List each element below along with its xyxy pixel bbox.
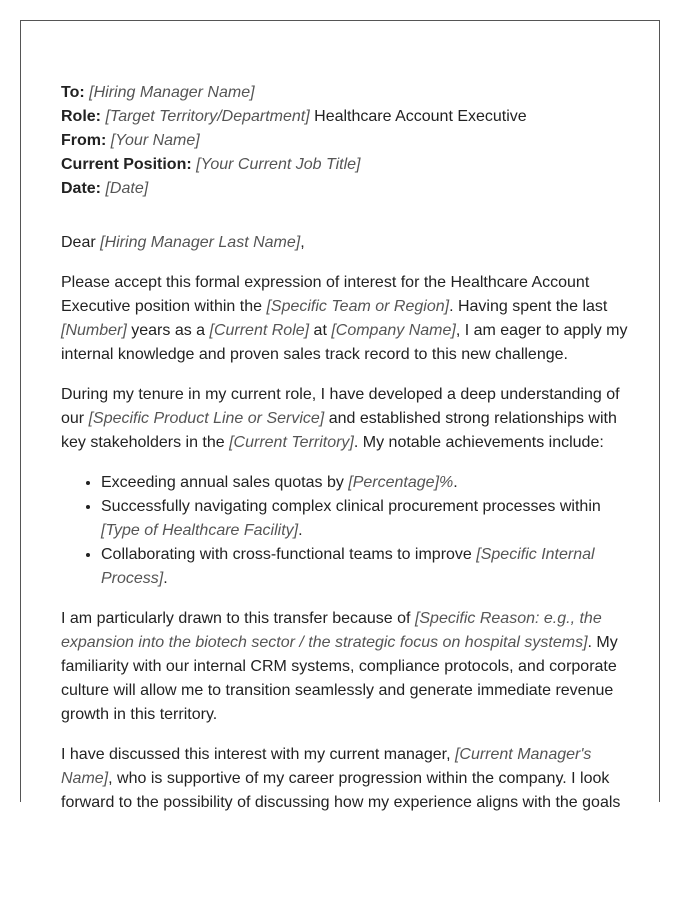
para3-text-2: . My familiarity with our internal CRM systems, compliance protocols, and corporate culture will allow me to transition seamlessly and generate immediate revenue growth in this territory. (61, 634, 618, 723)
greeting-prefix: Dear (61, 234, 101, 251)
para3-placeholder-reason: [Specific Reason: e.g., the expansion into the biotech sector / the strategic focus on hospital systems] (61, 610, 602, 651)
para1-text-4: at (309, 322, 332, 339)
para1-placeholder-team: [Specific Team or Region] (266, 298, 450, 315)
para2-placeholder-territory: [Current Territory] (229, 434, 354, 451)
role-line (61, 105, 633, 129)
letter-content (61, 81, 633, 815)
para4-placeholder-manager: [Current Manager's Name] (61, 746, 592, 787)
para1-placeholder-company: [Company Name] (331, 322, 456, 339)
para4-text-2: , who is supportive of my career progression within the company. I look forward to the possibility of discussing how my experience aligns with the goals (61, 770, 621, 811)
role-placeholder: [Target Territory/Department] (105, 108, 310, 125)
paragraph-intro (61, 271, 633, 367)
to-label: To: (61, 84, 85, 101)
to-value: [Hiring Manager Name] (89, 84, 255, 101)
paragraph-tenure (61, 383, 633, 455)
para3-text-1: I am particularly drawn to this transfer because of (61, 610, 415, 627)
achievement-placeholder: [Type of Healthcare Facility] (101, 522, 299, 539)
achievement-suffix: . (453, 474, 458, 491)
paragraph-manager (61, 743, 633, 815)
position-line (61, 153, 633, 177)
para1-text-2: . Having spent the last (449, 298, 608, 315)
para1-text-3: years as a (126, 322, 210, 339)
achievements-list (61, 471, 633, 591)
para2-text-3: . My notable achievements include: (353, 434, 604, 451)
date-line (61, 177, 633, 201)
para2-placeholder-product: [Specific Product Line or Service] (88, 410, 325, 427)
letter-page (20, 20, 660, 811)
to-line (61, 81, 633, 105)
list-item (101, 471, 633, 495)
paragraph-transfer-reason (61, 607, 633, 727)
from-line (61, 129, 633, 153)
para2-text-2: and established strong relationships with key stakeholders in the (61, 410, 617, 451)
position-value: [Your Current Job Title] (196, 156, 361, 173)
para1-placeholder-number: [Number] (61, 322, 127, 339)
from-value: [Your Name] (110, 132, 200, 149)
achievement-text: Collaborating with cross-functional teams to improve (101, 546, 477, 563)
position-label: Current Position: (61, 156, 192, 173)
greeting-name: [Hiring Manager Last Name] (100, 234, 301, 251)
para2-text-1: During my tenure in my current role, I have developed a deep understanding of our (61, 386, 620, 427)
list-item (101, 495, 633, 543)
para1-text-5: , I am eager to apply my internal knowledge and proven sales track record to this new challenge. (61, 322, 628, 363)
role-text: Healthcare Account Executive (309, 108, 527, 125)
greeting (61, 231, 633, 255)
date-label: Date: (61, 180, 102, 197)
list-item (101, 543, 633, 591)
para1-placeholder-role: [Current Role] (209, 322, 310, 339)
achievement-text: Successfully navigating complex clinical procurement processes within (101, 498, 601, 515)
achievement-placeholder: [Specific Internal Process] (101, 546, 595, 587)
memo-header (61, 81, 633, 201)
greeting-suffix: , (300, 234, 305, 251)
achievement-suffix: . (298, 522, 303, 539)
achievement-suffix: . (163, 570, 168, 587)
date-value: [Date] (105, 180, 149, 197)
role-label: Role: (61, 108, 101, 125)
achievement-text: Exceeding annual sales quotas by (101, 474, 349, 491)
achievement-placeholder: [Percentage]% (348, 474, 454, 491)
from-label: From: (61, 132, 107, 149)
para4-text-1: I have discussed this interest with my current manager, (61, 746, 455, 763)
para1-text-1: Please accept this formal expression of interest for the Healthcare Account Executive position within the (61, 274, 590, 315)
